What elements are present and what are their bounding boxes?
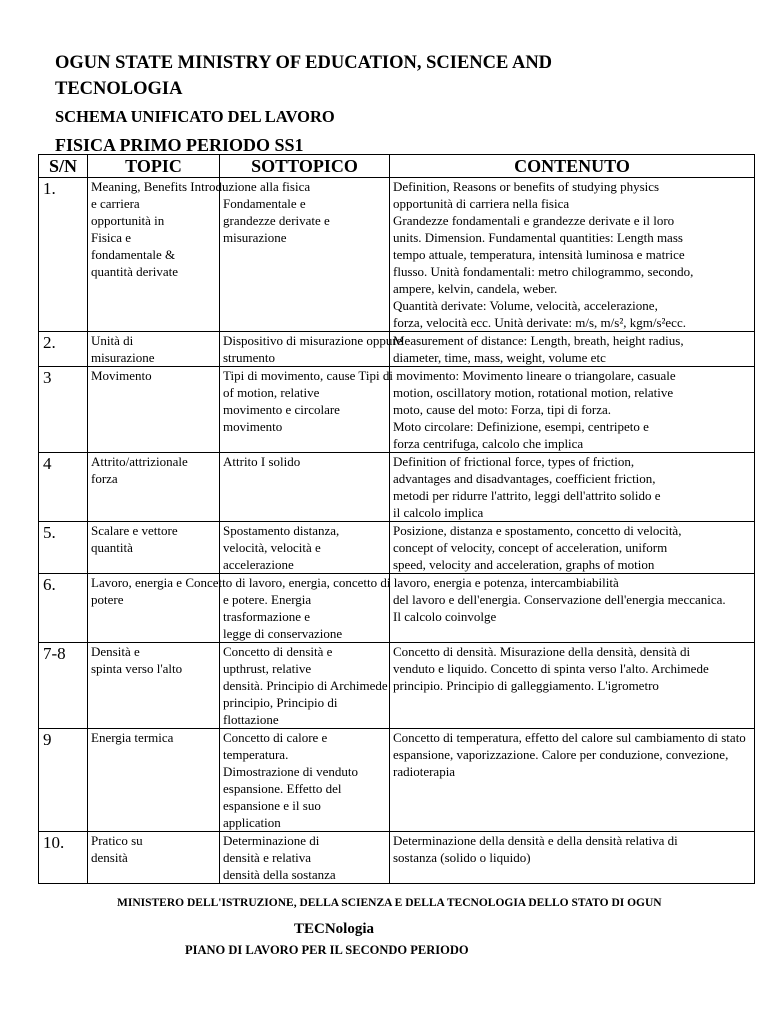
- topic-line: densità: [91, 850, 128, 865]
- sub-line: movimento e circolare: [223, 402, 340, 417]
- topic-line: Unità di: [91, 333, 134, 348]
- subtopic-cell: [220, 832, 390, 884]
- content-cell: [390, 522, 755, 574]
- header-topic: TOPIC: [88, 155, 220, 178]
- content-line: del lavoro e dell'energia. Conservazione dell'energia meccanica.: [393, 592, 726, 607]
- content-line: Moto circolare: Definizione, esempi, centripeto e: [393, 419, 649, 434]
- sub-line: Concetto di calore e: [223, 730, 328, 745]
- table-row: [39, 832, 755, 884]
- topic-line: Scalare e vettore: [91, 523, 178, 538]
- topic-line: e carriera: [91, 196, 140, 211]
- content-line: venduto e liquido. Concetto di spinta verso l'alto. Archimede: [393, 661, 709, 676]
- content-line: opportunità di carriera nella fisica: [393, 196, 570, 211]
- footer-ministry: MINISTERO DELL'ISTRUZIONE, DELLA SCIENZA E DELLA TECNOLOGIA DELLO STATO DI OGUN: [117, 897, 662, 909]
- sub-line: misurazione: [223, 230, 287, 245]
- topic-line: misurazione: [91, 350, 155, 365]
- content-line: Concetto di temperatura, effetto del calore sul cambiamento di stato: [393, 730, 746, 745]
- title-line-1: OGUN STATE MINISTRY OF EDUCATION, SCIENCE AND: [55, 53, 553, 73]
- content-cell: [390, 178, 755, 332]
- header-sn: S/N: [39, 155, 88, 178]
- sub-line: trasformazione e: [223, 609, 310, 624]
- topic-line: Attrito/attrizionale: [91, 454, 188, 469]
- sub-line: movimento: [223, 419, 283, 434]
- footer-plan: PIANO DI LAVORO PER IL SECONDO PERIODO: [185, 943, 469, 957]
- subtopic-cell: [220, 453, 390, 522]
- topic-line: fondamentale &: [91, 247, 176, 262]
- topic-cell: [88, 332, 220, 367]
- sub-line: strumento: [223, 350, 275, 365]
- topic-line: Pratico su: [91, 833, 143, 848]
- content-cell: [390, 453, 755, 522]
- sub-line: flottazione: [223, 712, 279, 727]
- table-row: [39, 332, 755, 367]
- content-line: Grandezze fondamentali e grandezze derivate e il loro: [393, 213, 675, 228]
- content-line: metodi per ridurre l'attrito, leggi dell'attrito solido e: [393, 488, 661, 503]
- topic-line: Movimento: [91, 368, 152, 383]
- topic-line: quantità: [91, 540, 133, 555]
- sub-line: Spostamento distanza,: [223, 523, 340, 538]
- document-header: [55, 50, 715, 156]
- topic-line: Meaning, Benefits Introduzione alla fisica: [91, 179, 311, 194]
- content-cell: [390, 832, 755, 884]
- content-line: Definition of frictional force, types of friction,: [393, 454, 635, 469]
- sub-line: espansione. Effetto del: [223, 781, 342, 796]
- sub-line: grandezze derivate e: [223, 213, 330, 228]
- content-line: concept of velocity, concept of acceleration, uniform: [393, 540, 668, 555]
- content-line: advantages and disadvantages, coefficient friction,: [393, 471, 656, 486]
- content-line: Determinazione della densità e della densità relativa di: [393, 833, 678, 848]
- table-row: [39, 178, 755, 332]
- subtopic-cell: [220, 178, 390, 332]
- content-line: motion, oscillatory motion, rotational motion, relative: [393, 385, 674, 400]
- content-cell: [390, 729, 755, 832]
- sub-line: temperatura.: [223, 747, 289, 762]
- content-line: flusso. Unità fondamentali: metro chilogrammo, secondo,: [393, 264, 694, 279]
- topic-cell: [88, 522, 220, 574]
- table-row: [39, 367, 755, 453]
- content-line: Definition, Reasons or benefits of studying physics: [393, 179, 660, 194]
- content-cell: [390, 332, 755, 367]
- scheme-of-work-table: [38, 154, 755, 884]
- sub-line: principio, Principio di: [223, 695, 338, 710]
- header-subtopic: SOTTOPICO: [220, 155, 390, 178]
- row-number: 7-8: [39, 643, 88, 729]
- topic-line: spinta verso l'alto: [91, 661, 183, 676]
- content-line: espansione, vaporizzazione. Calore per conduzione, convezione,: [393, 747, 729, 762]
- table-row: [39, 453, 755, 522]
- header-content: CONTENUTO: [390, 155, 755, 178]
- title-line-2: TECNOLOGIA: [55, 79, 183, 99]
- row-number: 6.: [39, 574, 88, 643]
- sub-line: Concetto di densità e: [223, 644, 333, 659]
- content-line: radioterapia: [393, 764, 456, 779]
- topic-line: opportunità in: [91, 213, 165, 228]
- content-line: Quantità derivate: Volume, velocità, accelerazione,: [393, 298, 658, 313]
- sub-line: legge di conservazione: [223, 626, 343, 641]
- footer-tech: TECNologia: [294, 921, 375, 937]
- content-line: units. Dimension. Fundamental quantities: Length mass: [393, 230, 683, 245]
- sub-line: espansione e il suo: [223, 798, 321, 813]
- topic-cell: [88, 729, 220, 832]
- table-row: [39, 522, 755, 574]
- row-number: 1.: [39, 178, 88, 332]
- sub-line: accelerazione: [223, 557, 294, 572]
- content-line: forza centrifuga, calcolo che implica: [393, 436, 584, 451]
- table-row: [39, 643, 755, 729]
- topic-cell: [88, 367, 220, 453]
- topic-line: forza: [91, 471, 118, 486]
- sub-line: Fondamentale e: [223, 196, 306, 211]
- content-line: tempo attuale, temperatura, intensità luminosa e matrice: [393, 247, 685, 262]
- row-number: 3: [39, 367, 88, 453]
- content-line: Concetto di densità. Misurazione della densità, densità di: [393, 644, 691, 659]
- content-line: forza, velocità ecc. Unità derivate: m/s, m/s², kgm/s²ecc.: [393, 315, 686, 330]
- sub-line: Dimostrazione di venduto: [223, 764, 359, 779]
- topic-cell: [88, 832, 220, 884]
- sub-line: Tipi di movimento, cause Tipi di movimento: Movimento lineare o triangolare, casuale: [223, 368, 676, 383]
- table-row: [39, 729, 755, 832]
- content-line: moto, cause del moto: Forza, tipi di forza.: [393, 402, 612, 417]
- topic-line: Densità e: [91, 644, 140, 659]
- sub-line: densità e relativa: [223, 850, 312, 865]
- table-header-row: [39, 155, 755, 178]
- content-line: Il calcolo coinvolge: [393, 609, 497, 624]
- content-line: principio. Principio di galleggiamento. L'igrometro: [393, 678, 659, 693]
- topic-line: Lavoro, energia e Concetto di lavoro, energia, concetto di lavoro, energia e potenza, intercambiabilità: [91, 575, 619, 590]
- row-number: 10.: [39, 832, 88, 884]
- subtopic-cell: [220, 643, 390, 729]
- row-number: 5.: [39, 522, 88, 574]
- sub-line: of motion, relative: [223, 385, 320, 400]
- content-line: Measurement of distance: Length, breath, height radius,: [393, 333, 684, 348]
- row-number: 4: [39, 453, 88, 522]
- row-number: 9: [39, 729, 88, 832]
- topic-line: quantità derivate: [91, 264, 178, 279]
- content-line: il calcolo implica: [393, 505, 484, 520]
- row-number: 2.: [39, 332, 88, 367]
- subtopic-cell: [220, 332, 403, 367]
- subtopic-cell: [220, 729, 390, 832]
- sub-line: Dispositivo di misurazione oppure: [223, 333, 403, 348]
- content-line: Posizione, distanza e spostamento, concetto di velocità,: [393, 523, 682, 538]
- sub-line: velocità, velocità e: [223, 540, 321, 555]
- term-title: FISICA PRIMO PERIODO SS1: [55, 135, 304, 155]
- table-row: [39, 574, 755, 643]
- sub-line: application: [223, 815, 281, 830]
- topic-cell: [88, 453, 220, 522]
- content-cell: [390, 643, 755, 729]
- sub-line: e potere. Energia: [223, 592, 312, 607]
- sub-line: densità della sostanza: [223, 867, 336, 882]
- sub-line: Attrito I solido: [223, 454, 301, 469]
- content-line: speed, velocity and acceleration, graphs of motion: [393, 557, 655, 572]
- subtopic-cell: [220, 522, 390, 574]
- topic-line: Energia termica: [91, 730, 174, 745]
- topic-cell: [88, 643, 220, 729]
- scheme-subtitle: SCHEMA UNIFICATO DEL LAVORO: [55, 107, 335, 126]
- sub-line: upthrust, relative: [223, 661, 312, 676]
- topic-line: Fisica e: [91, 230, 132, 245]
- topic-line: potere: [91, 592, 124, 607]
- content-line: diameter, time, mass, weight, volume etc: [393, 350, 606, 365]
- content-line: sostanza (solido o liquido): [393, 850, 531, 865]
- content-line: ampere, kelvin, candela, weber.: [393, 281, 558, 296]
- sub-line: Determinazione di: [223, 833, 320, 848]
- sub-line: densità. Principio di Archimede: [223, 678, 388, 693]
